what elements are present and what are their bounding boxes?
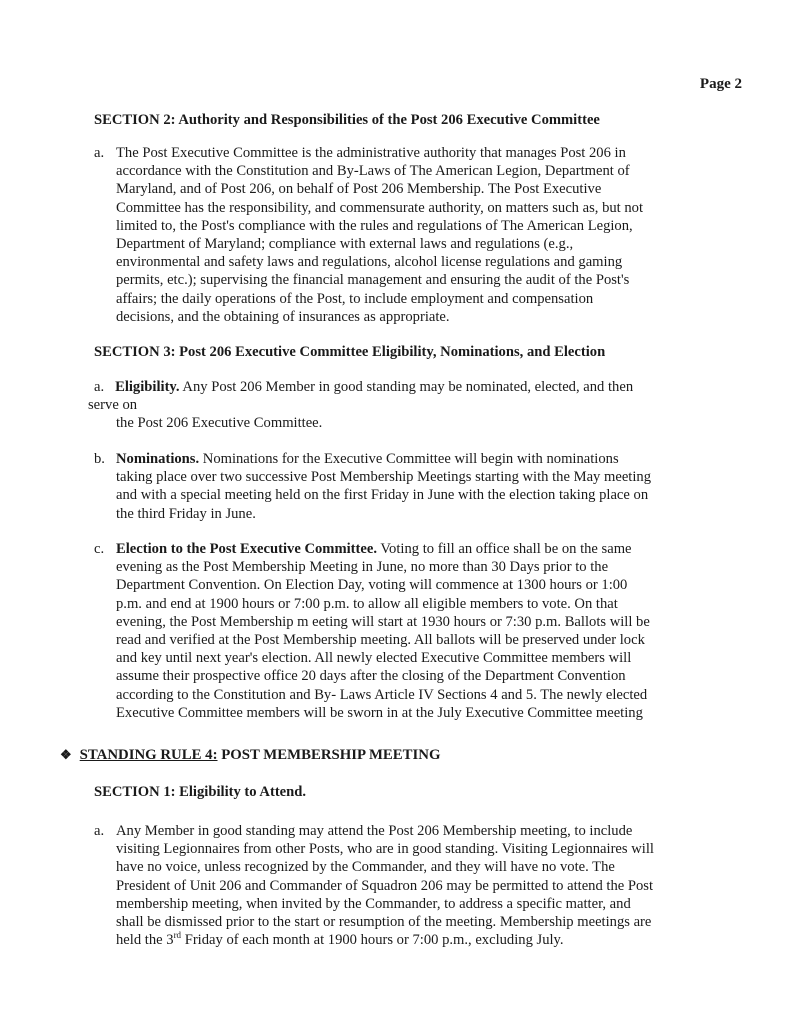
text-line: p.m. and end at 1900 hours or 7:00 p.m. to allow all eligible members to vote. On that xyxy=(116,595,618,612)
text-line xyxy=(116,931,654,949)
text-line: Department of Maryland; compliance with external laws and regulations (e.g., xyxy=(116,236,574,253)
section-1-item-a xyxy=(94,822,654,949)
text-line: affairs; the daily operations of the Post, to include employment and compensation xyxy=(116,290,594,307)
item-label: a. xyxy=(94,823,105,839)
section-2-heading: SECTION 2: Authority and Responsibilities of the Post 206 Executive Committee xyxy=(94,112,600,128)
text-line: read and verified at the Post Membership meeting. All ballots will be preserved under lock xyxy=(116,632,645,649)
text-fragment: Friday of each month at 1900 hours or 7:00 p.m., excluding July. xyxy=(181,932,564,949)
text-line: Nominations for the Executive Committee will begin with nominations xyxy=(199,451,619,467)
item-title: Nominations. xyxy=(116,451,200,467)
item-label: a. xyxy=(94,145,105,161)
text-line: serve on xyxy=(88,397,138,413)
text-line: have no voice, unless recognized by the Commander, and they will have no vote. The xyxy=(116,859,615,876)
text-line: The Post Executive Committee is the administrative authority that manages Post 206 in xyxy=(116,145,626,161)
text-line: Department Convention. On Election Day, voting will commence at 1300 hours or 1:00 xyxy=(116,577,628,594)
section-1-heading: SECTION 1: Eligibility to Attend. xyxy=(94,784,307,800)
page-number: Page 2 xyxy=(699,76,742,92)
section-2-item-a xyxy=(94,144,643,326)
text-line: the third Friday in June. xyxy=(116,505,256,522)
section-3-item-a-eligibility xyxy=(94,378,633,396)
text-line: Any Post 206 Member in good standing may be nominated, elected, and then xyxy=(179,379,634,395)
text-line: President of Unit 206 and Commander of Squadron 206 may be permitted to attend the Post xyxy=(116,877,654,894)
text-line: taking place over two successive Post Membership Meetings starting with the May meeting xyxy=(116,469,651,486)
item-title: Election to the Post Executive Committee. xyxy=(116,541,377,557)
text-line: accordance with the Constitution and By-Laws of The American Legion, Department of xyxy=(116,163,630,180)
section-3-heading: SECTION 3: Post 206 Executive Committee Eligibility, Nominations, and Election xyxy=(94,344,606,360)
text-line: evening, the Post Membership m eeting will start at 1930 hours or 7:30 p.m. Ballots will be xyxy=(116,613,650,630)
text-line: decisions, and the obtaining of insurances as appropriate. xyxy=(116,308,450,325)
text-line: shall be dismissed prior to the start or resumption of the meeting. Membership meetings are xyxy=(116,914,652,931)
section-3-item-c-election xyxy=(94,540,650,722)
text-line: assume their prospective office 20 days after the closing of the Department Convention xyxy=(116,668,626,685)
diamond-bullet-icon: ❖ xyxy=(60,747,72,762)
item-label: b. xyxy=(94,451,105,467)
item-label: c. xyxy=(94,541,105,557)
item-title: Eligibility. xyxy=(115,379,180,395)
text-line: Voting to fill an office shall be on the same xyxy=(377,541,632,557)
text-line: the Post 206 Executive Committee. xyxy=(116,415,323,431)
text-line: environmental and safety laws and regulations, alcohol license regulations and gaming xyxy=(116,254,623,271)
rule-label: STANDING RULE 4: xyxy=(79,747,218,763)
rule-title: POST MEMBERSHIP MEETING xyxy=(217,747,441,763)
text-line: Executive Committee members will be sworn in at the July Executive Committee meeting xyxy=(116,704,643,721)
text-line: Any Member in good standing may attend the Post 206 Membership meeting, to include xyxy=(116,823,633,839)
section-3-item-a-last xyxy=(116,414,322,432)
text-line: Maryland, and of Post 206, on behalf of Post 206 Membership. The Post Executive xyxy=(116,181,602,198)
text-line: and with a special meeting held on the first Friday in June with the election taking place on xyxy=(116,487,649,504)
text-line: evening as the Post Membership Meeting in June, no more than 30 Days prior to the xyxy=(116,559,609,576)
text-line: visiting Legionnaires from other Posts, who are in good standing. Visiting Legionnaires will xyxy=(116,841,654,858)
section-3-item-a-wrap xyxy=(88,396,137,414)
standing-rule-4-heading xyxy=(60,747,440,764)
text-line: membership meeting, when invited by the Commander, to address a specific matter, and xyxy=(116,895,631,912)
item-label: a. xyxy=(94,379,105,395)
ordinal-suffix: rd xyxy=(173,930,182,941)
text-line: limited to, the Post's compliance with the rules and regulations of The American Legion, xyxy=(116,217,633,234)
text-line: according to the Constitution and By- Laws Article IV Sections 4 and 5. The newly elected xyxy=(116,686,648,703)
text-fragment: held the 3 xyxy=(116,932,174,949)
text-line: and key until next year's election. All newly elected Executive Committee members will xyxy=(116,650,632,667)
text-line: Committee has the responsibility, and commensurate authority, on matters such as, but not xyxy=(116,199,644,216)
section-3-item-b-nominations xyxy=(94,450,651,523)
text-line: permits, etc.); supervising the financial management and ensuring the audit of the Post's xyxy=(116,272,630,289)
